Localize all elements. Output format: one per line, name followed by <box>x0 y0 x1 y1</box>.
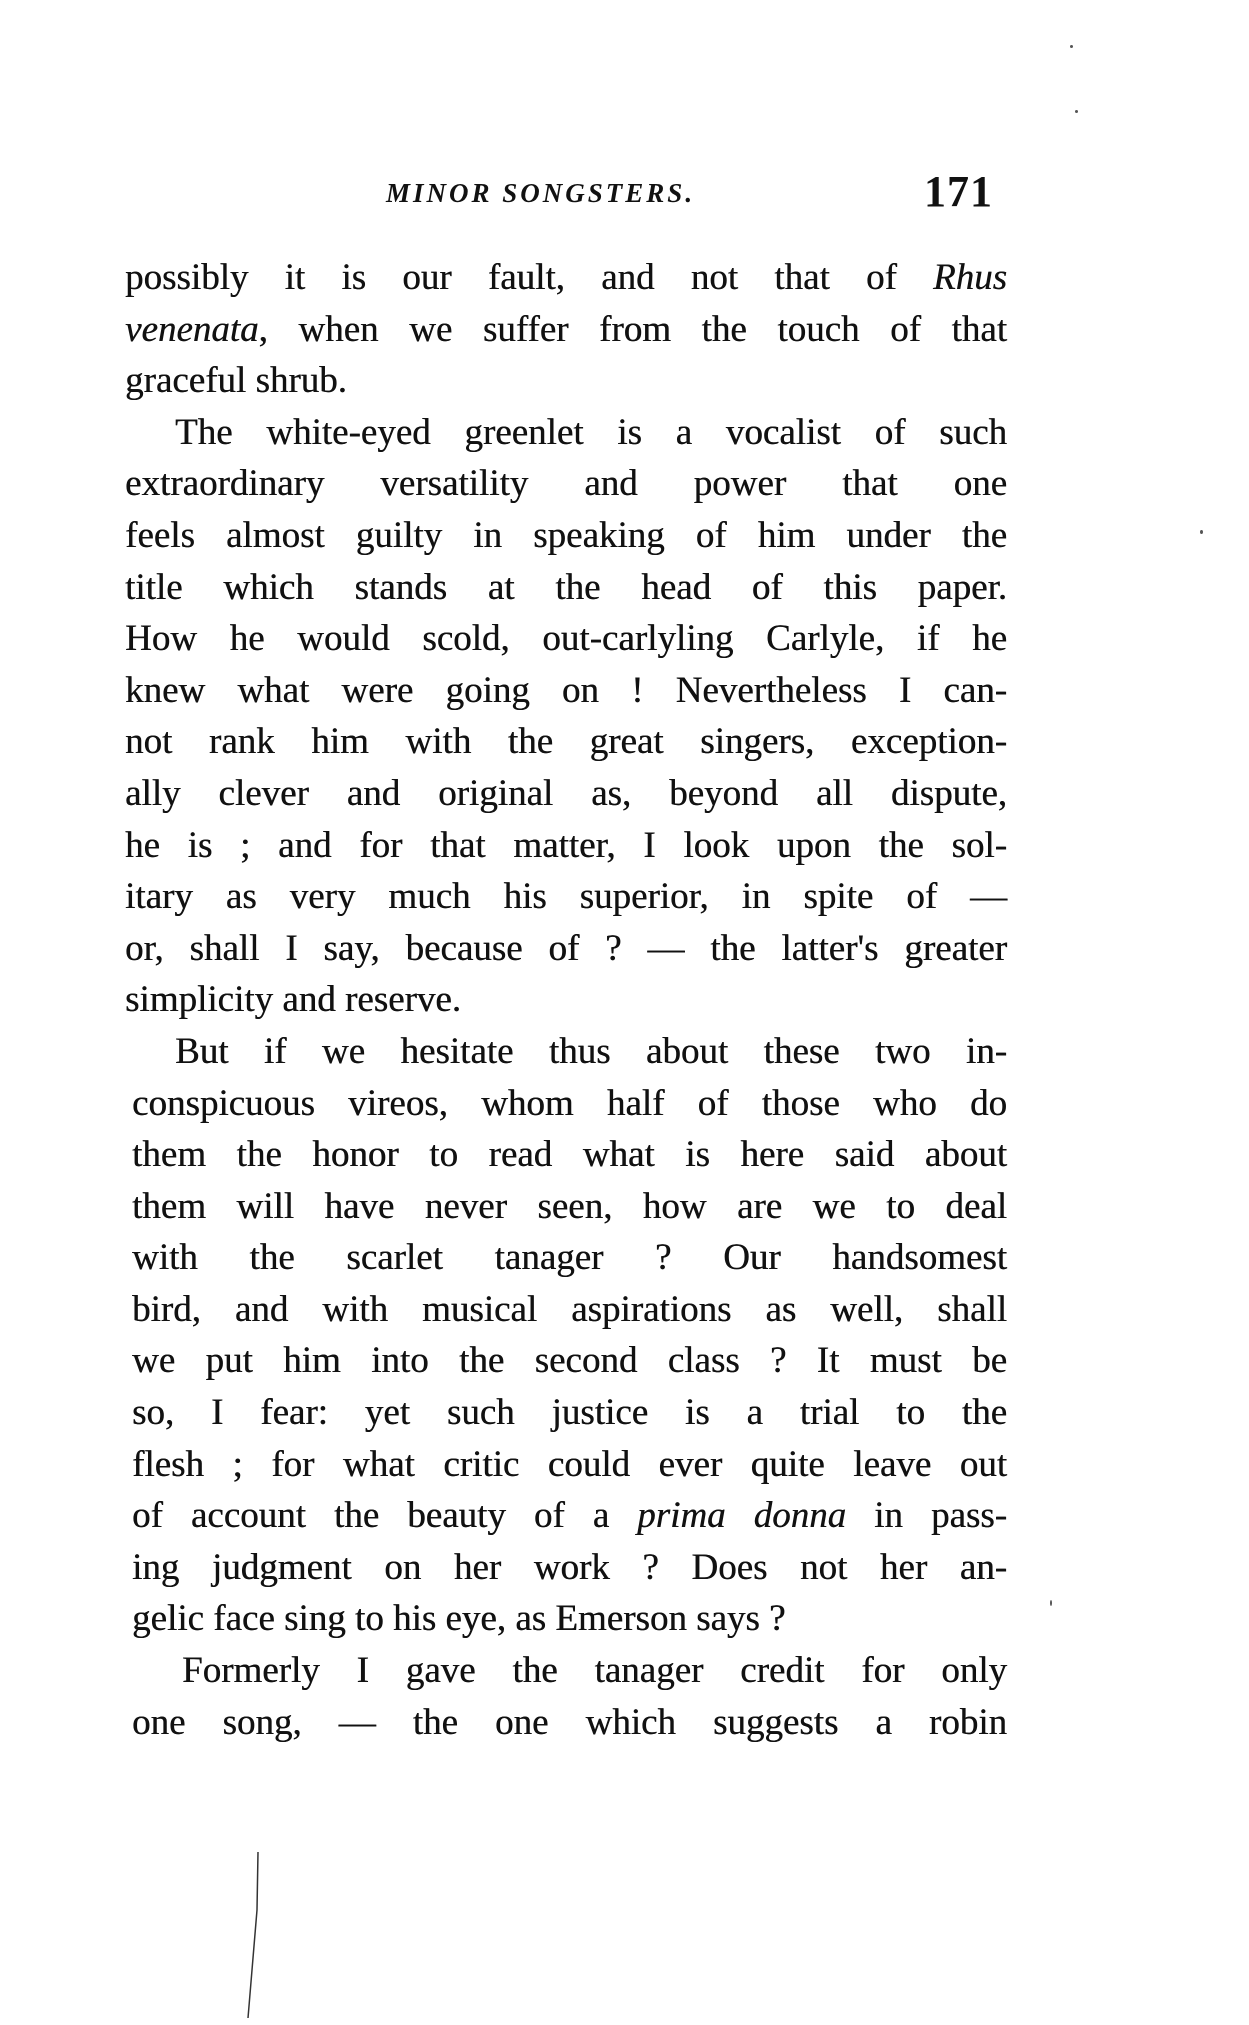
body-text <box>125 252 1007 1748</box>
italic-text: prima donna <box>637 1495 847 1537</box>
text-segment: conspicuous vireos, whom half of those who do <box>132 1082 1007 1124</box>
text-line <box>125 304 1007 356</box>
text-line <box>125 562 1007 614</box>
text-line <box>132 1645 1007 1697</box>
text-segment: itary as very much his superior, in spite of — <box>125 876 1007 918</box>
text-segment: them the honor to read what is here said about <box>132 1134 1007 1176</box>
text-line <box>125 458 1007 510</box>
text-line <box>132 1232 1007 1284</box>
text-segment: in pass- <box>846 1495 1007 1537</box>
running-header: MINOR SONGSTERS. <box>386 178 696 208</box>
scan-speck <box>1050 1600 1052 1606</box>
text-line <box>125 613 1007 665</box>
text-line <box>132 1593 1007 1645</box>
text-line <box>132 1542 1007 1594</box>
text-segment: with the scarlet tanager ? Our handsomest <box>132 1237 1007 1279</box>
text-line <box>125 974 1007 1026</box>
text-segment: or, shall I say, because of ? — the latter's greater <box>125 927 1007 969</box>
text-segment: But if we hesitate thus about these two in- <box>175 1030 1007 1072</box>
text-segment: title which stands at the head of this paper. <box>125 566 1007 608</box>
text-segment: not rank him with the great singers, exception- <box>125 721 1007 763</box>
text-line <box>125 716 1007 768</box>
text-segment: gelic face sing to his eye, as Emerson says ? <box>132 1598 786 1640</box>
text-segment: How he would scold, out-carlyling Carlyle, if he <box>125 618 1007 660</box>
text-segment: of account the beauty of a <box>132 1495 638 1537</box>
text-segment: possibly it is our fault, and not that of <box>125 257 933 298</box>
text-segment: extraordinary versatility and power that one <box>125 463 1007 505</box>
text-segment: so, I fear: yet such justice is a trial to the <box>132 1392 1007 1434</box>
text-line <box>125 1026 1007 1078</box>
text-line <box>132 1387 1007 1439</box>
text-line <box>132 1284 1007 1336</box>
text-line <box>125 665 1007 717</box>
text-segment: flesh ; for what critic could ever quite leave out <box>132 1443 1007 1485</box>
text-line <box>125 510 1007 562</box>
text-line <box>125 768 1007 820</box>
text-segment: feels almost guilty in speaking of him under the <box>125 514 1007 556</box>
text-line <box>125 355 1007 407</box>
text-line <box>132 1078 1007 1130</box>
scan-mark <box>230 1850 270 2020</box>
scan-speck <box>1070 45 1073 48</box>
text-line <box>132 1181 1007 1233</box>
text-segment: ally clever and original as, beyond all dispute, <box>125 772 1007 814</box>
scan-speck <box>1075 110 1078 113</box>
text-line <box>125 252 1007 304</box>
italic-text: Rhus <box>933 257 1007 298</box>
page-number: 171 <box>924 167 993 216</box>
text-segment: Formerly I gave the tanager credit for only <box>182 1650 1007 1692</box>
text-segment: , when we suffer from the touch of that <box>258 308 1007 350</box>
text-segment: knew what were going on ! Nevertheless I can- <box>125 669 1007 711</box>
text-line <box>132 1697 1007 1749</box>
text-segment: them will have never seen, how are we to deal <box>132 1185 1007 1227</box>
text-segment: ing judgment on her work ? Does not her an- <box>132 1546 1007 1588</box>
italic-text: venenata <box>125 308 259 350</box>
text-line <box>132 1490 1007 1542</box>
text-segment: The white-eyed greenlet is a vocalist of such <box>175 411 1007 453</box>
text-line <box>125 923 1007 975</box>
scan-speck <box>1200 530 1203 534</box>
text-line <box>125 871 1007 923</box>
text-segment: we put him into the second class ? It must be <box>132 1340 1007 1382</box>
text-segment: bird, and with musical aspirations as well, shall <box>132 1288 1007 1330</box>
text-segment: graceful shrub. <box>125 360 347 402</box>
text-line <box>132 1129 1007 1181</box>
text-line <box>132 1439 1007 1491</box>
text-segment: he is ; and for that matter, I look upon the sol- <box>125 824 1007 866</box>
text-line <box>125 820 1007 872</box>
text-line <box>125 407 1007 459</box>
text-segment: one song, — the one which suggests a robin <box>132 1701 1007 1743</box>
text-segment: simplicity and reserve. <box>125 979 461 1021</box>
text-line <box>132 1335 1007 1387</box>
